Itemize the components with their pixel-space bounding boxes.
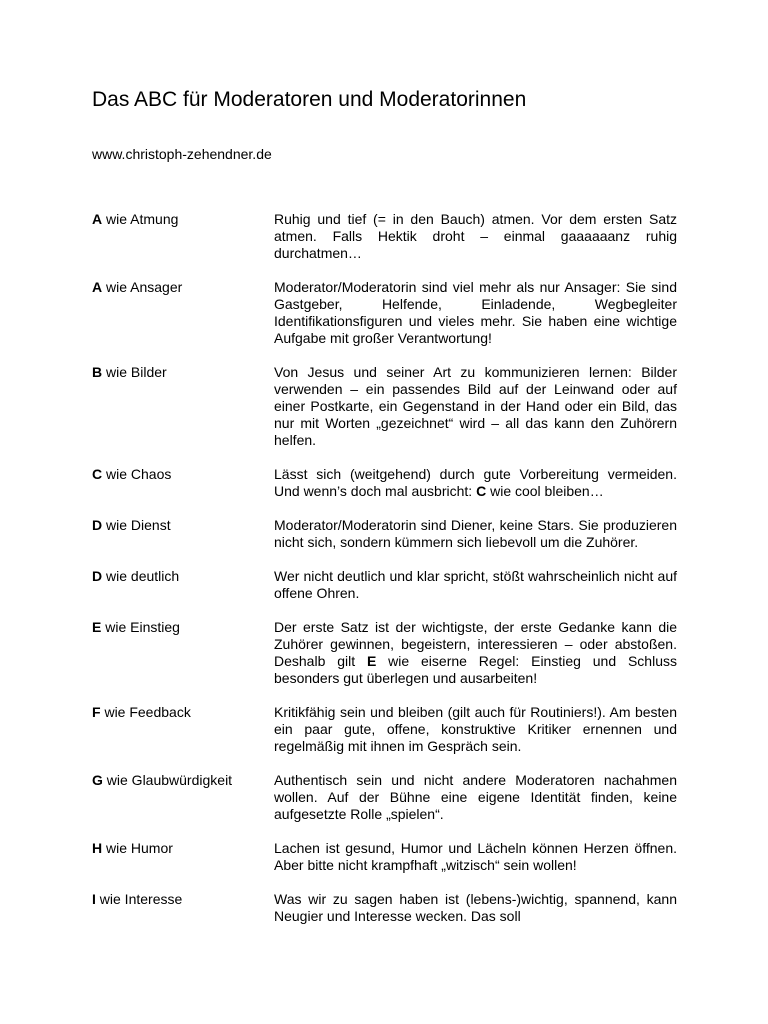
list-item [92,704,677,755]
entry-description: Wer nicht deutlich und klar spricht, stößt wahrscheinlich nicht auf offene Ohren. [274,568,677,601]
entry-term-label: wie Bilder [102,364,167,380]
list-item [92,279,677,347]
list-item [92,772,677,823]
entry-description: Ruhig und tief (= in den Bauch) atmen. Vor dem ersten Satz atmen. Falls Hektik droht – einmal gaaaaaanz ruhig durchatmen… [274,211,677,261]
entry-letter: D [92,568,103,584]
entry-letter: D [92,517,103,533]
website-url: www.christoph-zehendner.de [92,146,272,162]
entry-term [92,364,274,381]
entry-letter: F [92,704,101,720]
list-item [92,619,677,687]
entry-letter: E [92,619,102,635]
entry-term [92,279,274,296]
page-title: Das ABC für Moderatoren und Moderatorinnen [92,88,527,111]
entry-text: wie eiserne Regel: Einstieg und Schluss besonders gut überlegen und ausarbeiten! [274,653,677,686]
entry-text-bold: C [476,483,487,499]
entry-text: Lässt sich (weitgehend) durch gute Vorbereitung vermeiden. Und wenn’s doch mal ausbricht: [274,466,677,499]
entry-term-label: wie Einstieg [101,619,180,635]
entry-term-label: wie Atmung [102,211,179,227]
entry-description: Moderator/Moderatorin sind viel mehr als nur Ansager: Sie sind Gastgeber, Helfende, Einladende, Wegbegleiter Identifikationsfiguren und vieles mehr. Sie haben eine wichtige Aufgabe mit großer Verantwortung! [274,279,677,346]
entry-term-label: wie Interesse [95,891,183,907]
entry-term-label: wie Humor [102,840,173,856]
entry-letter: A [92,211,103,227]
entry-term [92,772,274,789]
entry-letter: C [92,466,103,482]
entry-letter: B [92,364,103,380]
entry-description: Von Jesus und seiner Art zu kommunizieren lernen: Bilder verwenden – ein passendes Bild auf der Leinwand oder auf einer Postkarte, ein Gegenstand in der Hand oder ein Bild, das nur mit Worten „gezeichnet“ wird – all das kann den Zuhörern helfen. [274,364,677,448]
entry-description [274,466,677,500]
entry-letter: A [92,279,103,295]
entry-text: wie cool bleiben… [486,483,604,499]
entry-term [92,466,274,483]
list-item [92,840,677,874]
entry-term-label: wie Glaubwürdigkeit [102,772,233,788]
list-item [92,211,677,262]
entry-description: Was wir zu sagen haben ist (lebens-)wichtig, spannend, kann Neugier und Interesse wecken. Das soll [274,891,677,924]
entry-term [92,704,274,721]
entry-term [92,568,274,585]
entry-letter: I [92,891,96,907]
entry-letter: H [92,840,103,856]
entry-letter: G [92,772,103,788]
list-item [92,364,677,449]
entry-description: Kritikfähig sein und bleiben (gilt auch für Routiniers!). Am besten ein paar gute, offene, konstruktive Kritiker ernennen und regelmäßig mit ihnen im Gespräch sein. [274,704,677,754]
entry-term-label: wie Ansager [102,279,183,295]
entry-description: Authentisch sein und nicht andere Moderatoren nachahmen wollen. Auf der Bühne eine eigene Identität finden, keine aufgesetzte Rolle „spielen“. [274,772,677,822]
entry-term [92,840,274,857]
list-item [92,568,677,602]
entry-term-label: wie deutlich [102,568,180,584]
entry-term [92,517,274,534]
entry-description [274,619,677,687]
entry-text: Der erste Satz ist der wichtigste, der erste Gedanke kann die Zuhörer gewinnen, begeistern, interessieren – oder abstoßen. Deshalb gilt [274,619,677,669]
list-item [92,466,677,500]
entry-term [92,211,274,228]
entry-term-label: wie Dienst [102,517,171,533]
entry-description: Lachen ist gesund, Humor und Lächeln können Herzen öffnen. Aber bitte nicht krampfhaft „witzisch“ sein wollen! [274,840,677,873]
list-item [92,891,677,925]
abc-list [92,211,677,942]
entry-term [92,891,274,908]
entry-description: Moderator/Moderatorin sind Diener, keine Stars. Sie produzieren nicht sich, sondern kümmern sich liebevoll um die Zuhörer. [274,517,677,550]
entry-term-label: wie Feedback [100,704,191,720]
entry-term [92,619,274,636]
entry-term-label: wie Chaos [102,466,172,482]
entry-text-bold: E [366,653,377,669]
list-item [92,517,677,551]
